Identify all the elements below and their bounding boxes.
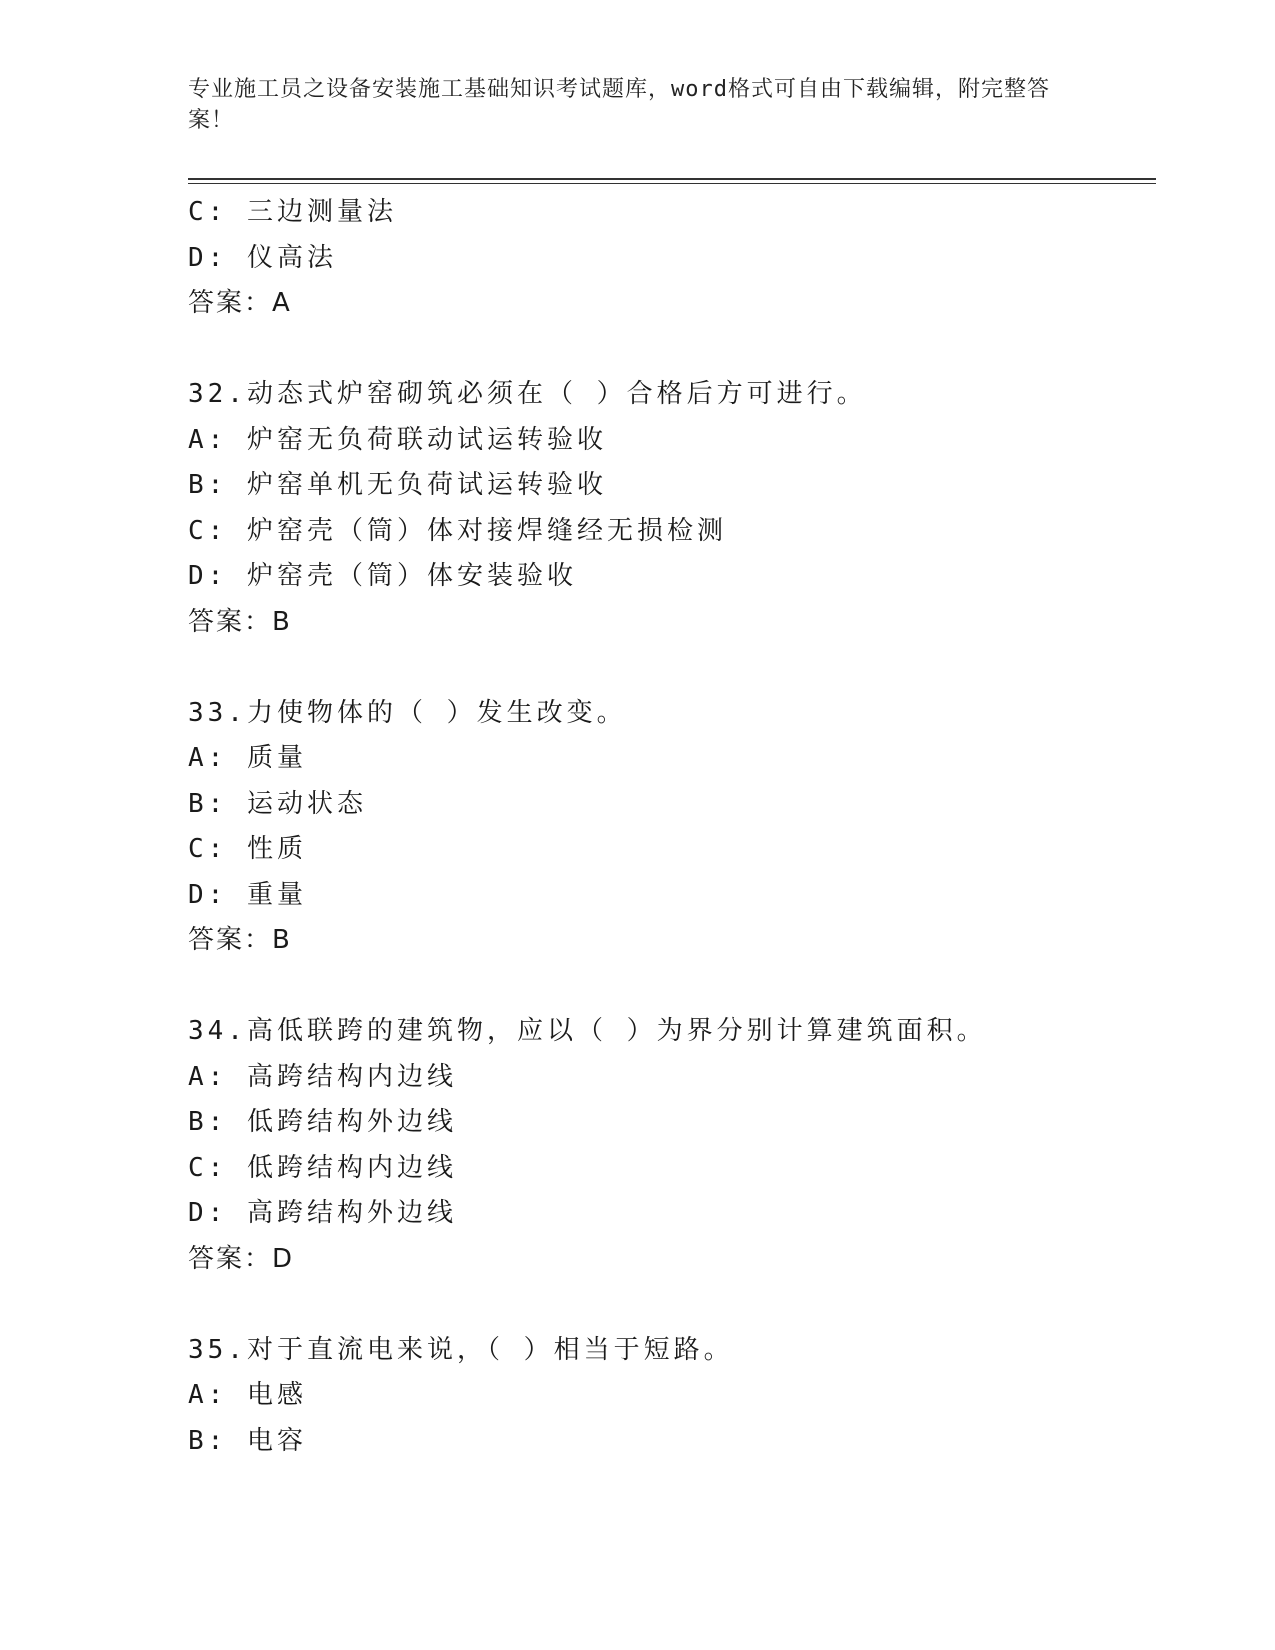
option-line: D: 仪高法 <box>188 242 337 273</box>
option-line: D: 高跨结构外边线 <box>188 1198 457 1228</box>
answer-line: 答案：B <box>188 606 292 637</box>
spacer <box>188 964 1148 1010</box>
option-line: C: 性质 <box>188 834 307 864</box>
document-header: 专业施工员之设备安装施工基础知识考试题库，word格式可自由下载编辑，附完整答案！ <box>188 77 1050 133</box>
question-line: 32.动态式炉窑砌筑必须在（ ）合格后方可进行。 <box>188 379 867 409</box>
option-line: C: 三边测量法 <box>188 197 397 227</box>
option-line: B: 运动状态 <box>188 788 367 819</box>
answer-line: 答案：D <box>188 1243 295 1274</box>
answer-line: 答案：A <box>188 288 292 318</box>
option-line: A: 炉窑无负荷联动试运转验收 <box>188 424 607 455</box>
option-line: D: 重量 <box>188 879 307 910</box>
header-divider-thin <box>188 183 1156 184</box>
question-list <box>188 190 1148 1464</box>
answer-line: 答案：B <box>188 925 292 955</box>
option-line: C: 炉窑壳（筒）体对接焊缝经无损检测 <box>188 515 727 546</box>
spacer <box>188 327 1148 373</box>
option-line: B: 低跨结构外边线 <box>188 1107 457 1137</box>
option-line: B: 炉窑单机无负荷试运转验收 <box>188 470 607 500</box>
question-line: 34.高低联跨的建筑物，应以（ ）为界分别计算建筑面积。 <box>188 1016 987 1046</box>
option-line: A: 质量 <box>188 743 307 773</box>
spacer <box>188 645 1148 691</box>
header-divider-thick <box>188 178 1156 180</box>
option-line: B: 电容 <box>188 1425 307 1456</box>
option-line: D: 炉窑壳（筒）体安装验收 <box>188 561 577 591</box>
option-line: A: 高跨结构内边线 <box>188 1061 457 1092</box>
option-line: A: 电感 <box>188 1380 307 1410</box>
question-line: 33.力使物体的（ ）发生改变。 <box>188 697 627 728</box>
option-line: C: 低跨结构内边线 <box>188 1152 457 1183</box>
spacer <box>188 1282 1148 1328</box>
question-line: 35.对于直流电来说，（ ）相当于短路。 <box>188 1334 734 1365</box>
